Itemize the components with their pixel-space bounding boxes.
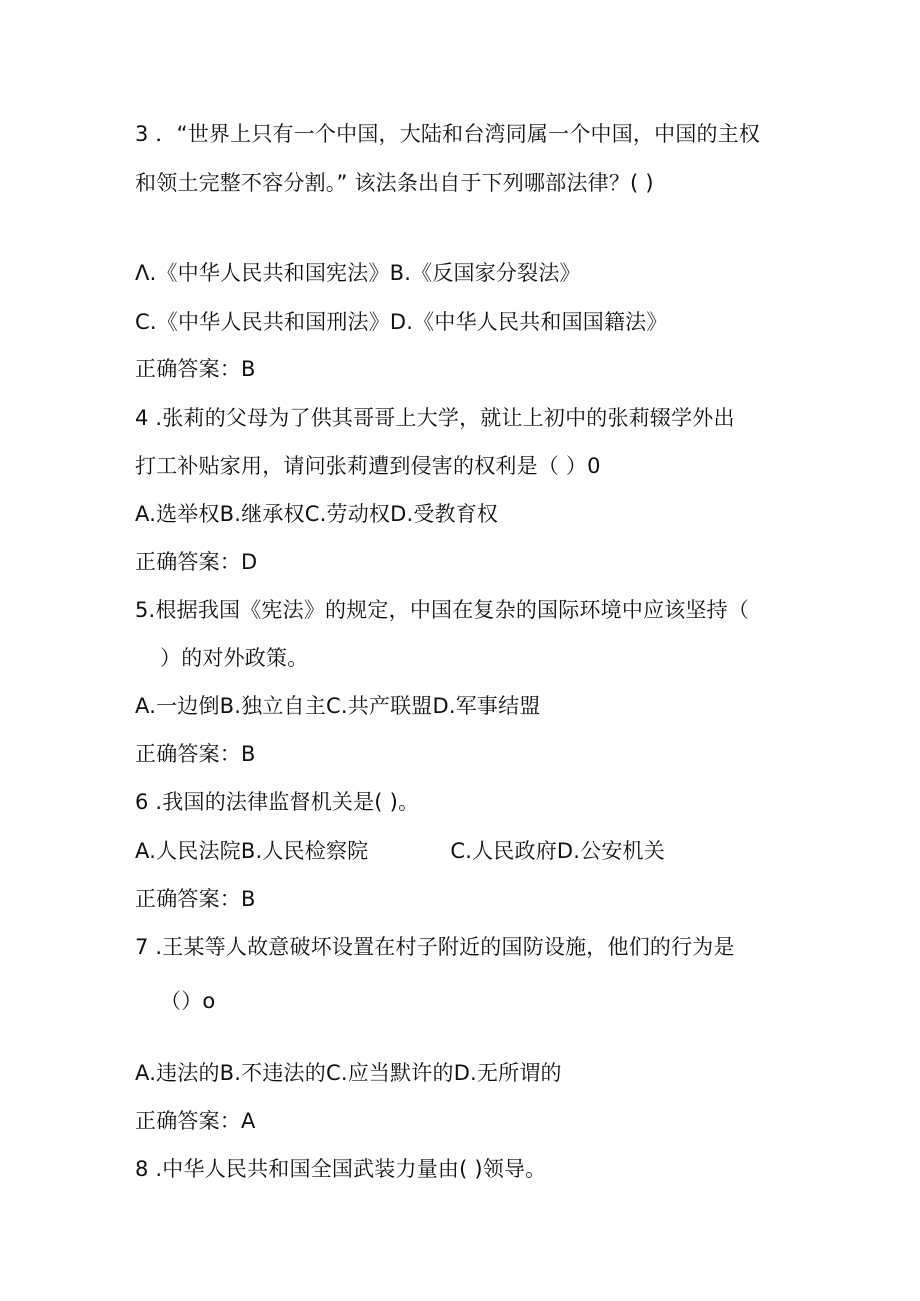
question-5-text-line-1: 5.根据我国《宪法》的规定，中国在复杂的国际环境中应该坚持（: [135, 598, 750, 622]
question-5-text-line-2: ）的对外政策。: [160, 646, 309, 670]
question-3-answer: 正确答案：B: [135, 357, 256, 381]
question-6-options: [135, 838, 665, 864]
question-4-text-line-1: 4 .张莉的父母为了供其哥哥上大学，就让上初中的张莉辍学外出: [135, 406, 735, 430]
question-7-text-line-1: 7 .王某等人故意破坏设置在村子附近的国防设施，他们的行为是: [135, 935, 735, 959]
question-3-text-line-1: 3 ．“世界上只有一个中国，大陆和台湾同属一个中国，中国的主权: [135, 122, 761, 146]
question-6-options-a: A.人民法院B.人民检察院: [135, 839, 369, 863]
question-5-options: A.一边倒B.独立自主C.共产联盟D.军事结盟: [135, 694, 541, 718]
question-3-options-line-2: C.《中华人民共和国刑法》D.《中华人民共和国国籍法》: [135, 310, 668, 334]
question-4-text-line-2: 打工补贴家用，请问张莉遭到侵害的权利是（ ）0: [135, 454, 601, 478]
question-4-options: A.选举权B.继承权C.劳动权D.受教育权: [135, 502, 499, 526]
question-8-text-line-1: 8 .中华人民共和国全国武装力量由( )领导。: [135, 1157, 547, 1181]
question-4-answer: 正确答案：D: [135, 550, 258, 574]
question-3-text-line-2: 和领土完整不容分割。” 该法条出自于下列哪部法律？( ): [135, 171, 654, 195]
question-5-answer: 正确答案：B: [135, 742, 256, 766]
question-3-options-line-1: Λ.《中华人民共和国宪法》B.《反国家分裂法》: [135, 261, 581, 285]
question-6-text-line-1: 6 .我国的法律监督机关是( )。: [135, 790, 420, 814]
question-7-options: A.违法的B.不违法的C.应当默许的D.无所谓的: [135, 1061, 562, 1085]
question-6-answer: 正确答案：B: [135, 887, 256, 911]
question-6-options-b: C.人民政府D.公安机关: [450, 839, 665, 863]
question-7-answer: 正确答案：A: [135, 1109, 256, 1133]
question-7-text-line-2: （）o: [160, 989, 216, 1013]
